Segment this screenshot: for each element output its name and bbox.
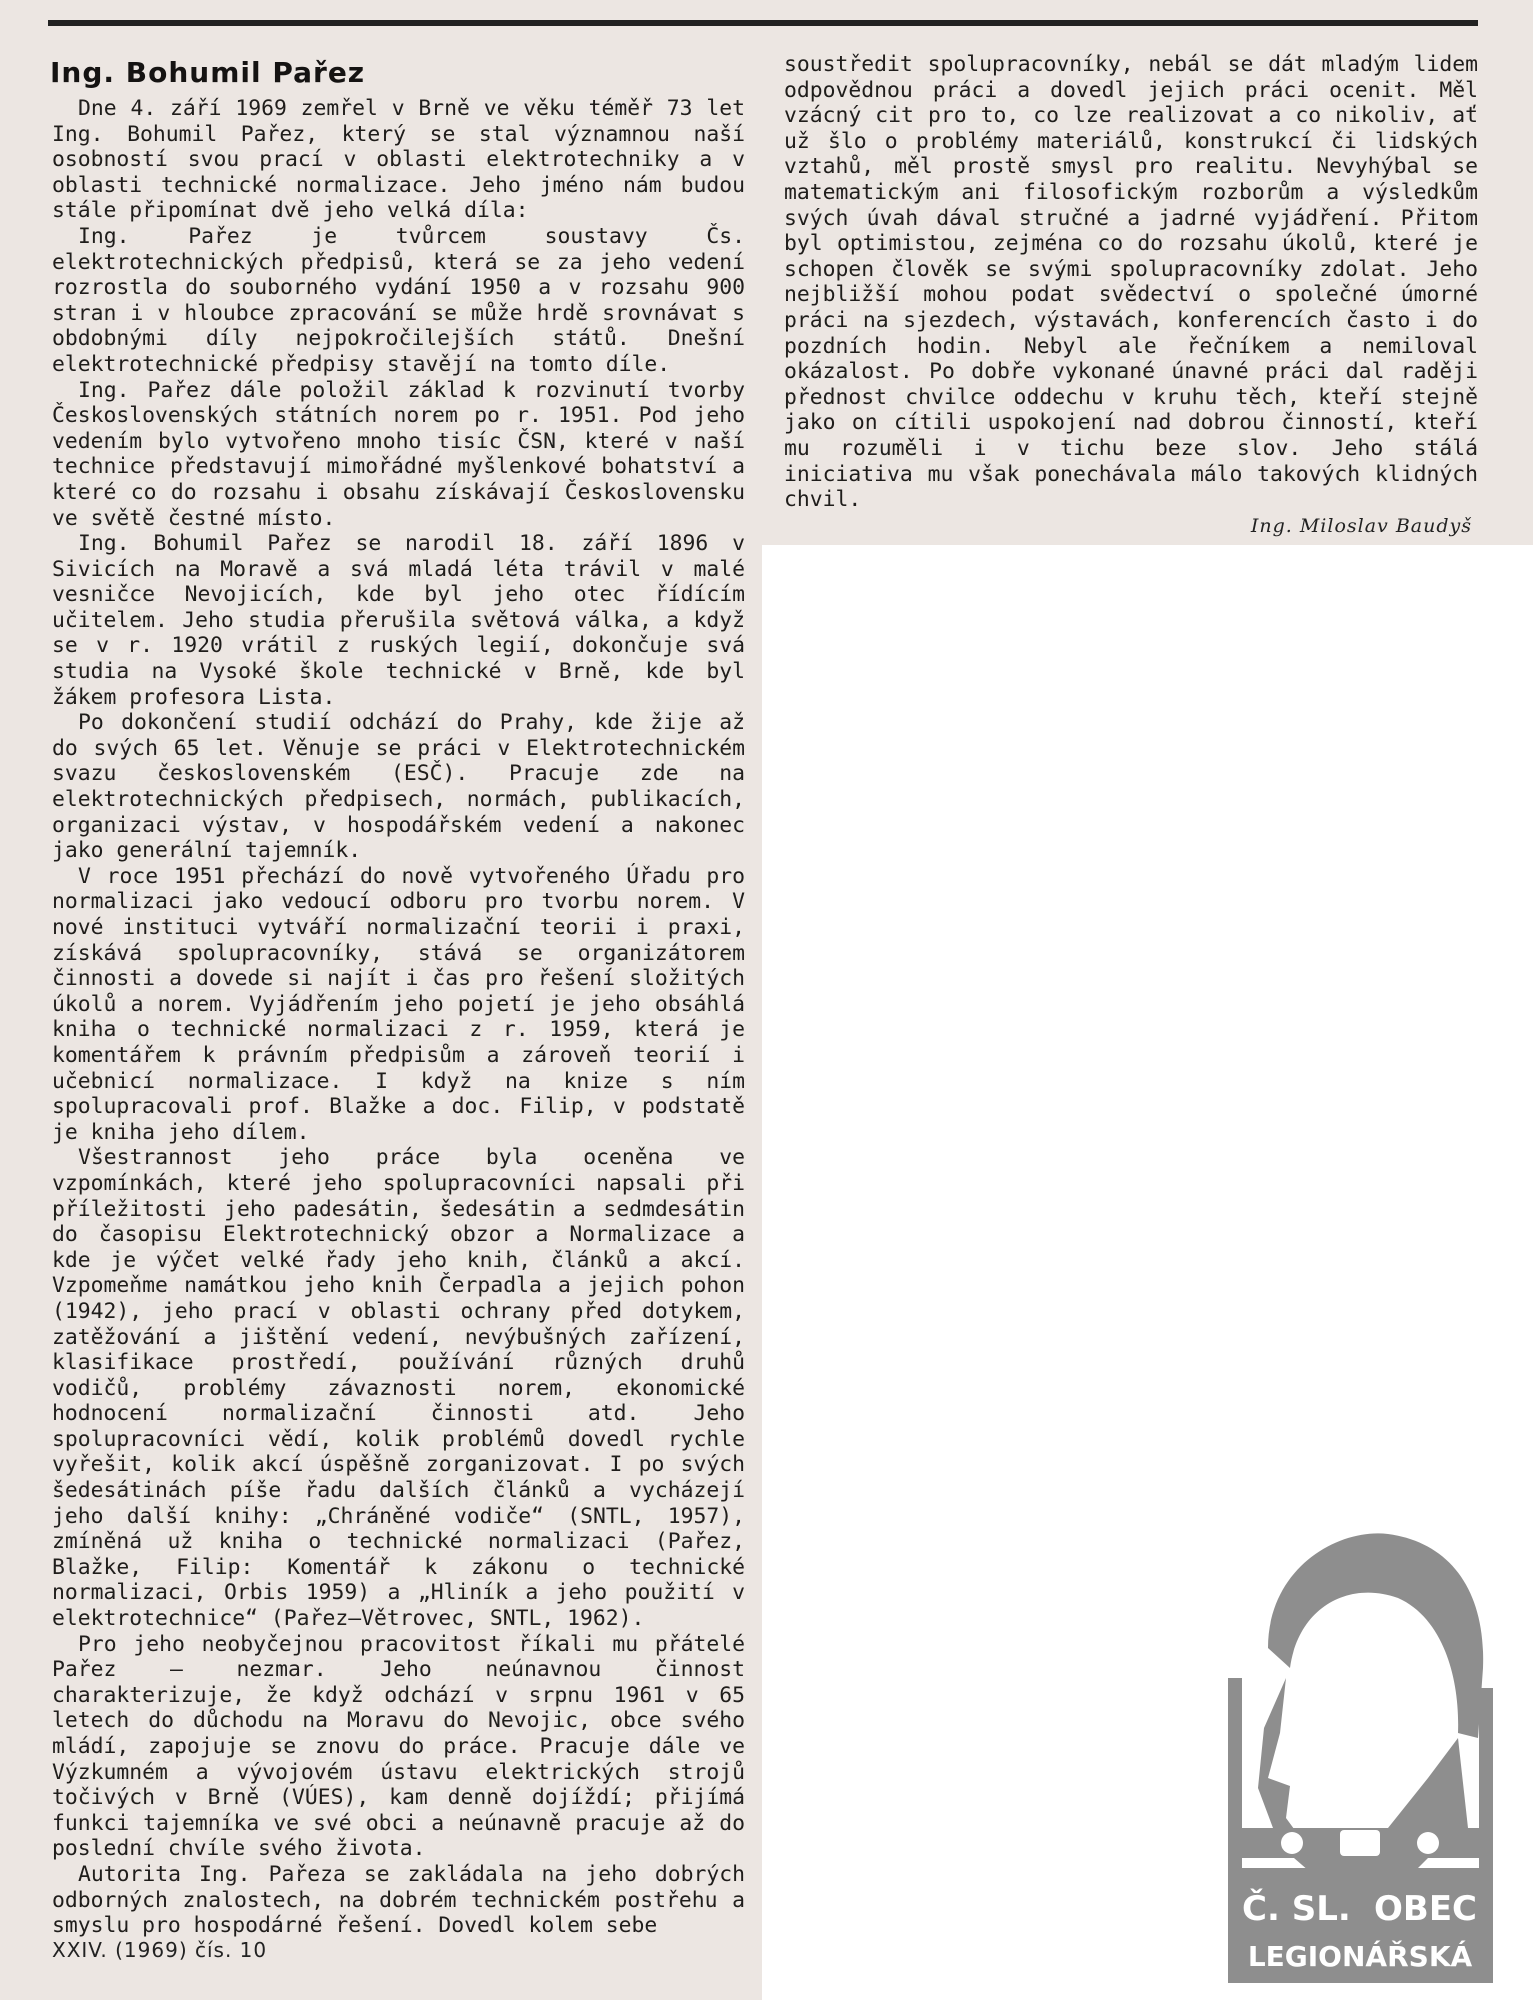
crest-shield-icon xyxy=(1340,1830,1380,1856)
paragraph: Pro jeho neobyčejnou pracovitost říkali mu přátelé Pařez — nezmar. Jeho neúnavnou činnost charakterizuje, že když odchází v srpnu 1961 v 65 letech do důchodu na Moravu do Nevojic, obce svého mládí, zapojuje se znovu do práce. Pracuje dále ve Výzkumném a vývojovém ústavu elektrických strojů točivých v Brně (VÚES), kam denně dojíždí; přijímá funkci tajemníka ve své obci a neúnavně pracuje až do poslední chvíle svého života. xyxy=(52,1631,745,1862)
paragraph: Autorita Ing. Pařeza se zakládala na jeho dobrých odborných znalostech, na dobrém technickém postřehu a smyslu pro hospodárné řešení. Dovedl kolem sebe xyxy=(52,1861,745,1939)
paragraph: Všestrannost jeho práce byla oceněna ve vzpomínkách, které jeho spolupracovníci napsali při příležitosti jeho padesátin, šedesátin a sedmdesátin do časopisu Elektrotechnický obzor a Normalizace a kde je výčet velké řady jeho knih, článků a akcí. Vzpomeňme namátkou jeho knih Čerpadla a jejich pohon (1942), jeho prací v oblasti ochrany před dotykem, zatěžování a jištění vedení, nevýbušných zařízení, klasifikace prostředí, používání různých druhů vodičů, problémy závaznosti norem, ekonomické hodnocení normalizační činnosti atd. Jeho spolupracovníci vědí, kolik problémů dovedl rychle vyřešit, kolik akcí úspěšně zorganizovat. I po svých šedesátinách píše řadu dalších článků a vycházejí jeho další knihy: „Chráněné vodiče“ (SNTL, 1957), zmíněná už kniha o technické normalizaci (Pařez, Blažke, Filip: Komentář k zákonu o technické normalizaci, Orbis 1959) a „Hliník a jeho použití v elektrotechnice“ (Pařez—Větrovec, SNTL, 1962). xyxy=(52,1145,745,1632)
left-crest-icon xyxy=(1281,1832,1303,1854)
right-column xyxy=(784,52,1478,539)
paragraph: Ing. Pařez je tvůrcem soustavy Čs. elektrotechnických předpisů, která se za jeho vedení rozrostla do souborného vydání 1950 a v rozsahu 900 stran i v hloubce zpracování se může hrdě srovnávat s obdobnými díly nejpokročilejších států. Dnešní elektrotechnické předpisy stavějí na tomto díle. xyxy=(52,223,745,377)
paragraph: soustředit spolupracovníky, nebál se dát mladým lidem odpovědnou práci a dovedl jejich práci ocenit. Měl vzácný cit pro to, co lze realizovat a co nikoliv, ať už šlo o problémy materiálů, konstrukcí či lidských vztahů, měl prostě smysl pro realitu. Nevyhýbal se matematickým ani filosofickým rozborům a výsledkům svých úvah dával stručné a jadrné vyjádření. Přitom byl optimistou, zejména co do rozsahu úkolů, které je schopen člověk se svými spolupracovníky zdolat. Jeho nejbližší mohou podat svědectví o společné úmorné práci na sjezdech, výstavách, konferencích často i do pozdních hodin. Nebyl ale řečníkem a nemiloval okázalost. Po dobře vykonané únavné práci dal raději přednost chvilce oddechu v kruhu těch, kteří stejně jako on cítili uspokojení nad dobrou činností, kteří mu rozuměli i v tichu beze slov. Jeho stálá iniciativa mu však ponechávala málo takových klidných chvil. xyxy=(784,52,1478,513)
paragraph: Ing. Bohumil Pařez se narodil 18. září 1896 v Sivicích na Moravě a svá mladá léta trávil v malé vesničce Nevojicích, kde byl jeho otec řídícím učitelem. Jeho studia přerušila světová válka, a když se v r. 1920 vrátil z ruských legií, dokončuje svá studia na Vysoké škole technické v Brně, kde byl žákem profesora Lista. xyxy=(52,531,745,710)
legion-emblem-logo xyxy=(1228,1528,1493,1983)
top-rule xyxy=(48,20,1478,26)
article-title: Ing. Bohumil Pařez xyxy=(50,56,366,89)
issue-footer: XXIV. (1969) čís. 10 xyxy=(52,1938,268,1962)
logo-text-line2: OBEC xyxy=(1374,1889,1477,1929)
right-crest-icon xyxy=(1417,1832,1439,1854)
logo-text-line1: Č. SL. xyxy=(1242,1889,1351,1929)
helmet-shape xyxy=(1268,1533,1483,1738)
paragraph: Dne 4. září 1969 zemřel v Brně ve věku téměř 73 let Ing. Bohumil Pařez, který se stal významnou naší osobností svou prací v oblasti elektrotechniky a v oblasti technické normalizace. Jeho jméno nám budou stále připomínat dvě jeho velká díla: xyxy=(52,96,745,224)
paragraph: Ing. Pařez dále položil základ k rozvinutí tvorby Československých státních norem po r. 1951. Pod jeho vedením bylo vytvořeno mnoho tisíc ČSN, které v naší technice představují mimořádné myšlenkové bohatství a které co do rozsahu i obsahu získávají Československu ve světě čestné místo. xyxy=(52,377,745,531)
eye-icon xyxy=(1343,1713,1353,1723)
paragraph: Po dokončení studií odchází do Prahy, kde žije až do svých 65 let. Věnuje se práci v Elektrotechnickém svazu československém (ESČ). Pracuje zde na elektrotechnických předpisech, normách, publikacích, organizaci výstav, v hospodářském vedení a nakonec jako generální tajemník. xyxy=(52,710,745,864)
paragraph: V roce 1951 přechází do nově vytvořeného Úřadu pro normalizaci jako vedoucí odboru pro tvorbu norem. V nové instituci vytváří normalizační teorii i praxi, získává spolupracovníky, stává se organizátorem činnosti a dovede si najít i čas pro řešení složitých úkolů a norem. Vyjádřením jeho pojetí je jeho obsáhlá kniha o technické normalizaci z r. 1959, která je komentářem k právním předpisům a zároveň teorií i učebnicí normalizace. I když na knize s ním spolupracovali prof. Blažke a doc. Filip, v podstatě je kniha jeho dílem. xyxy=(52,863,745,1145)
soldier-profile xyxy=(1258,1678,1468,1898)
author-signature: Ing. Miloslav Baudyš xyxy=(1250,514,1472,537)
logo-text-line3: LEGIONÁŘSKÁ xyxy=(1247,1940,1473,1973)
left-column xyxy=(52,96,745,1939)
